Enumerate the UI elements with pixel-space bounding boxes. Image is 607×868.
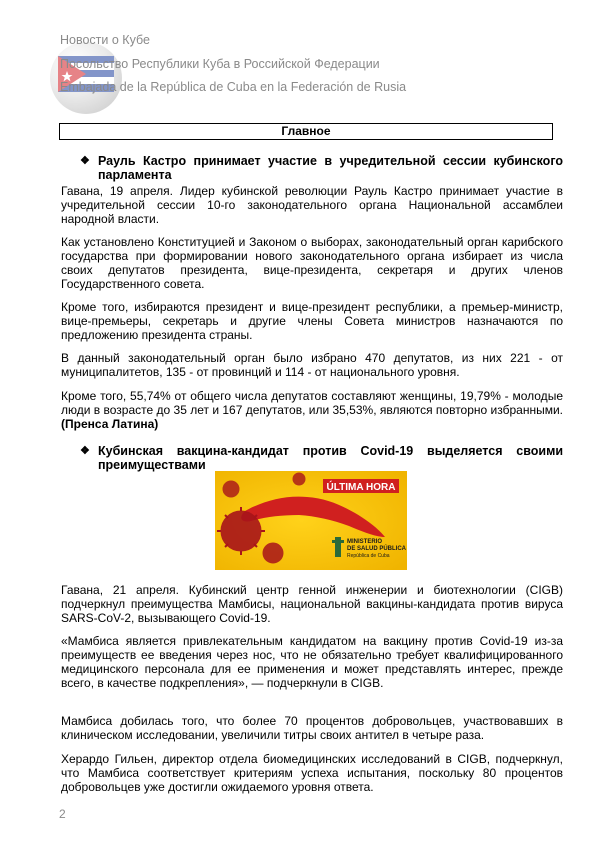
- header-line-embassy-ru: Посольство Республики Куба в Российской Федерации: [60, 57, 380, 71]
- header-line-news: Новости о Кубе: [60, 33, 150, 47]
- article1-paragraph-1: Гавана, 19 апреля. Лидер кубинской революции Рауль Кастро принимает участие в учредительной сессии 10-го законодательного органа Национальной ассамблеи народной власти.: [61, 184, 563, 226]
- letterhead: [50, 28, 570, 108]
- article1-paragraph-2: Как установлено Конституцией и Законом о выборах, законодательный орган карибского государства при формировании нового законодательного органа избирает из числа своих депутатов президента, вице-президента, секретаря и других членов Государственного совета.: [61, 235, 563, 291]
- section-title: Главное: [59, 123, 553, 140]
- article-title-2-text: Кубинская вакцина-кандидат против Covid-19 выделяется своими преимуществами: [98, 444, 563, 472]
- diamond-bullet-icon: ❖: [80, 155, 90, 167]
- article1-paragraph-3: Кроме того, избираются президент и вице-президент республики, а премьер-министр, вице-премьеры, секретарь и другие члены Совета министров назначаются по предложению президента страны.: [61, 300, 563, 342]
- article2-paragraph-2: «Мамбиса является привлекательным кандидатом на вакцину против Covid-19 из-за преимуществ ее введения через нос, что не обязательно требует квалифицированного медицинского персонала для ее применения и может представлять интерес, прежде всего, в качестве подкрепления», — подчеркнули в CIGB.: [61, 634, 563, 690]
- article-title-2[interactable]: [80, 444, 563, 472]
- article-title-1-text: Рауль Кастро принимает участие в учредительной сессии кубинского парламента: [98, 154, 563, 182]
- ministry-line-3: República de Cuba: [347, 553, 390, 559]
- article-title-1[interactable]: [80, 154, 563, 182]
- page-number: 2: [59, 807, 66, 821]
- article1-paragraph-5: [61, 389, 563, 431]
- article1-source: (Пренса Латина): [61, 417, 159, 431]
- article2-paragraph-4: Херардо Гильен, директор отдела биомедицинских исследований в CIGB, подчеркнул, что Мамбиса соответствует критериям успеха испытания, поскольку 80 процентов добровольцев уже достигли ожидаемого уровня ответа.: [61, 752, 563, 794]
- ultima-hora-banner-image: [215, 471, 407, 570]
- ministry-line-1: MINISTERIO: [347, 539, 383, 545]
- article2-paragraph-1: Гавана, 21 апреля. Кубинский центр генной инженерии и биотехнологии (CIGB) подчеркнул преимущества Мамбисы, национальной вакцины-кандидата против вируса SARS-CoV-2, вызывающего Covid-19.: [61, 583, 563, 625]
- header-line-embassy-es: Embajada de la República de Cuba en la Federación de Rusia: [60, 80, 407, 94]
- banner-tag: ÚLTIMA HORA: [326, 482, 396, 493]
- embassy-logo-icon: [50, 42, 122, 114]
- diamond-bullet-icon: ❖: [80, 445, 90, 457]
- ministry-line-2: DE SALUD PÚBLICA: [347, 546, 407, 552]
- article2-paragraph-3: Мамбиса добилась того, что более 70 процентов добровольцев, участвовавших в клиническом исследовании, увеличили титры своих антител в четыре раза.: [61, 714, 563, 742]
- article1-p5-text: Кроме того, 55,74% от общего числа депутатов составляют женщины, 19,79% - молодые люди в возрасте до 35 лет и 167 депутатов, или 35,53%, являются повторно избранными.: [61, 389, 563, 417]
- article1-paragraph-4: В данный законодательный орган было избрано 470 депутатов, из них 221 - от муниципалитетов, 135 - от провинций и 114 - от национального уровня.: [61, 351, 563, 379]
